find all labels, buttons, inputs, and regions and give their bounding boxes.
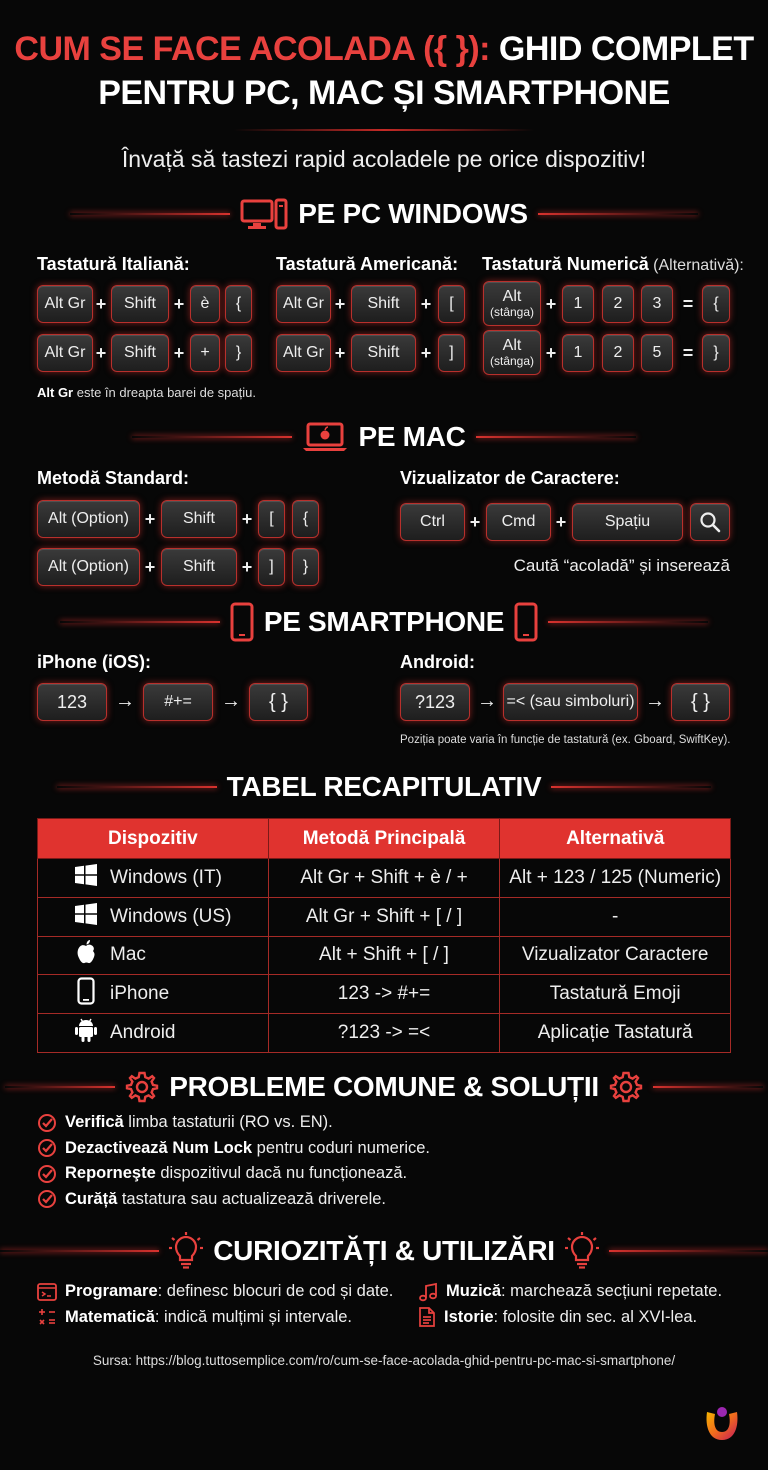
key-plus: + bbox=[190, 334, 220, 372]
heading-line-right bbox=[476, 436, 636, 438]
section-heading-smartphone bbox=[0, 602, 768, 642]
key-alt-label: Alt bbox=[502, 336, 522, 354]
main-method-cell: Alt Gr + Shift + è / + bbox=[268, 859, 500, 898]
check-circle-icon bbox=[37, 1189, 57, 1209]
summary-table bbox=[37, 818, 731, 1053]
key-altgr: Alt Gr bbox=[37, 285, 93, 323]
heading-line-left bbox=[60, 621, 220, 623]
arrow-right: → bbox=[115, 690, 135, 712]
key-alt-left bbox=[483, 281, 541, 326]
document-icon bbox=[418, 1307, 436, 1327]
plus-sign: + bbox=[334, 343, 346, 363]
list-item bbox=[37, 1187, 430, 1213]
item-text: : folosite din sec. al XVI-lea. bbox=[493, 1307, 698, 1326]
heading-text: PE PC WINDOWS bbox=[298, 198, 528, 229]
device-name: Mac bbox=[110, 944, 146, 966]
key-shift: Shift bbox=[161, 500, 237, 538]
section-heading-mac bbox=[0, 421, 768, 453]
key-alt-sublabel: (stânga) bbox=[489, 353, 535, 368]
key-symbols-android: =< (sau simboluri) bbox=[503, 683, 638, 721]
altgr-note-text: este în dreapta barei de spațiu. bbox=[73, 385, 256, 400]
key-open-bracket: [ bbox=[438, 285, 465, 323]
section-heading-trivia bbox=[0, 1232, 768, 1270]
item-text: pentru coduri numerice. bbox=[252, 1138, 431, 1157]
list-item bbox=[37, 1161, 430, 1187]
android-icon bbox=[72, 1017, 100, 1049]
plus-sign: + bbox=[555, 512, 567, 532]
key-close-brace: } bbox=[225, 334, 252, 372]
list-item bbox=[37, 1136, 430, 1162]
key-shift: Shift bbox=[351, 334, 416, 372]
key-close-bracket: ] bbox=[438, 334, 465, 372]
device-name: Android bbox=[110, 1022, 176, 1044]
table-row bbox=[38, 897, 731, 936]
smartphone-icon bbox=[514, 602, 538, 642]
title-red: CUM SE FACE ACOLADA ({ }): bbox=[14, 30, 490, 68]
heading-line-left bbox=[132, 436, 292, 438]
item-bold: Dezactivează Num Lock bbox=[65, 1138, 253, 1157]
heading-line-right bbox=[548, 621, 708, 623]
key-space: Spațiu bbox=[572, 503, 683, 541]
key-123: 123 bbox=[37, 683, 107, 721]
check-circle-icon bbox=[37, 1164, 57, 1184]
plus-sign: + bbox=[144, 509, 156, 529]
check-circle-icon bbox=[37, 1113, 57, 1133]
table-row bbox=[38, 859, 731, 898]
column-header: Dispozitiv bbox=[38, 819, 269, 859]
label-american-keyboard: Tastatură Americană: bbox=[276, 254, 459, 274]
code-window-icon bbox=[37, 1283, 57, 1301]
heading-line-right bbox=[551, 786, 711, 788]
arrow-right: → bbox=[477, 690, 497, 712]
heading-line-right bbox=[653, 1086, 763, 1088]
numeric-label-extra: (Alternativă): bbox=[648, 257, 744, 274]
subtitle: Învață să tastezi rapid acoladele pe orice dispozitiv! bbox=[121, 146, 647, 172]
key-shift: Shift bbox=[161, 548, 237, 586]
key-shift: Shift bbox=[111, 285, 169, 323]
alternative-cell: Alt + 123 / 125 (Numeric) bbox=[500, 859, 731, 898]
list-item bbox=[37, 1305, 393, 1331]
plus-sign: + bbox=[469, 512, 481, 532]
item-text: dispozitivul dacă nu funcționează. bbox=[155, 1164, 408, 1183]
key-digit: 3 bbox=[641, 285, 673, 323]
title-divider bbox=[234, 129, 534, 131]
heading-text: PE SMARTPHONE bbox=[263, 606, 505, 637]
key-e-grave: è bbox=[190, 285, 220, 323]
plus-sign: + bbox=[545, 343, 557, 363]
problems-list bbox=[37, 1110, 430, 1212]
main-method-cell: 123 -> #+= bbox=[268, 975, 500, 1014]
column-header: Metodă Principală bbox=[268, 819, 500, 859]
key-altgr: Alt Gr bbox=[276, 285, 331, 323]
key-digit: 1 bbox=[562, 334, 594, 372]
phone-icon bbox=[72, 977, 100, 1011]
item-text: : definesc blocuri de cod și date. bbox=[157, 1282, 394, 1301]
key-close-bracket: ] bbox=[258, 548, 285, 586]
check-circle-icon bbox=[37, 1138, 57, 1158]
list-item bbox=[418, 1279, 722, 1305]
label-android: Android: bbox=[400, 652, 475, 672]
plus-sign: + bbox=[173, 343, 185, 363]
item-text: limba tastaturii (RO vs. EN). bbox=[123, 1113, 333, 1132]
main-method-cell: Alt Gr + Shift + [ / ] bbox=[268, 897, 500, 936]
alternative-cell: - bbox=[500, 897, 731, 936]
device-cell bbox=[38, 936, 269, 975]
arrow-right: → bbox=[221, 690, 241, 712]
trivia-list-right bbox=[418, 1279, 722, 1330]
altgr-note-bold: Alt Gr bbox=[37, 385, 74, 400]
key-alt-left bbox=[483, 330, 541, 375]
heading-text: PROBLEME COMUNE & SOLUȚII bbox=[169, 1071, 599, 1102]
trivia-list-left bbox=[37, 1279, 393, 1330]
heading-text: CURIOZITĂȚI & UTILIZĂRI bbox=[213, 1235, 555, 1266]
item-bold: Reporneşte bbox=[65, 1164, 156, 1183]
gear-icon bbox=[609, 1070, 643, 1104]
device-cell bbox=[38, 975, 269, 1014]
label-italian-keyboard: Tastatură Italiană: bbox=[37, 254, 190, 274]
key-alt-sublabel: (stânga) bbox=[489, 304, 535, 319]
label-mac-standard: Metodă Standard: bbox=[37, 468, 190, 488]
item-bold: Istorie bbox=[444, 1307, 494, 1326]
table-header-row bbox=[38, 819, 731, 859]
section-heading-pc bbox=[0, 198, 768, 230]
equals-sign: = bbox=[682, 343, 694, 363]
key-close-brace: } bbox=[702, 334, 730, 372]
key-shift: Shift bbox=[351, 285, 416, 323]
table-row bbox=[38, 936, 731, 975]
key-123-symbols: ?123 bbox=[400, 683, 470, 721]
list-item bbox=[418, 1305, 722, 1331]
heading-line-left bbox=[57, 786, 217, 788]
key-ctrl: Ctrl bbox=[400, 503, 465, 541]
main-method-cell: Alt + Shift + [ / ] bbox=[268, 936, 500, 975]
plus-sign: + bbox=[334, 294, 346, 314]
source-link[interactable]: Sursa: https://blog.tuttosemplice.com/ro/cum-se-face-acolada-ghid-pentru-pc-mac-si-smartphone/ bbox=[92, 1353, 676, 1368]
page-title-line1 bbox=[0, 30, 768, 69]
label-ios: iPhone (iOS): bbox=[37, 652, 151, 672]
alternative-cell: Vizualizator Caractere bbox=[500, 936, 731, 975]
plus-sign: + bbox=[144, 557, 156, 577]
item-bold: Muzică bbox=[446, 1282, 502, 1301]
list-item bbox=[37, 1279, 393, 1305]
device-name: Windows (IT) bbox=[110, 866, 222, 888]
title-white: GHID COMPLET bbox=[489, 30, 754, 68]
key-altgr: Alt Gr bbox=[37, 334, 93, 372]
key-digit: 5 bbox=[641, 334, 673, 372]
key-open-brace: { bbox=[225, 285, 252, 323]
plus-sign: + bbox=[420, 343, 432, 363]
key-digit: 2 bbox=[602, 285, 634, 323]
alternative-cell: Tastatură Emoji bbox=[500, 975, 731, 1014]
item-bold: Programare bbox=[65, 1282, 158, 1301]
heading-text: TABEL RECAPITULATIV bbox=[226, 771, 542, 802]
key-digit: 2 bbox=[602, 334, 634, 372]
item-bold: Verifică bbox=[65, 1113, 124, 1132]
item-text: : marchează secțiuni repetate. bbox=[501, 1282, 723, 1301]
apple-icon bbox=[72, 939, 100, 971]
key-open-brace: { bbox=[292, 500, 319, 538]
key-open-bracket: [ bbox=[258, 500, 285, 538]
column-header: Alternativă bbox=[500, 819, 731, 859]
key-cmd: Cmd bbox=[486, 503, 551, 541]
heading-line-left bbox=[5, 1086, 115, 1088]
key-shift: Shift bbox=[111, 334, 169, 372]
brand-logo-icon bbox=[703, 1404, 741, 1444]
android-note: Poziția poate varia în funcție de tastatură (ex. Gboard, SwiftKey). bbox=[400, 734, 731, 746]
plus-sign: + bbox=[241, 557, 253, 577]
key-alt-option: Alt (Option) bbox=[37, 548, 140, 586]
device-cell bbox=[38, 859, 269, 898]
key-braces: { } bbox=[249, 683, 308, 721]
main-method-cell: ?123 -> =< bbox=[268, 1014, 500, 1053]
windows-icon bbox=[72, 863, 100, 893]
item-bold: Matematică bbox=[65, 1307, 155, 1326]
smartphone-icon bbox=[230, 602, 254, 642]
heading-line-right bbox=[609, 1250, 768, 1252]
alternative-cell: Aplicație Tastatură bbox=[500, 1014, 731, 1053]
search-icon bbox=[699, 511, 721, 533]
lightbulb-icon bbox=[565, 1232, 599, 1270]
lightbulb-icon bbox=[169, 1232, 203, 1270]
item-text: : indică mulțimi și intervale. bbox=[154, 1307, 353, 1326]
gear-icon bbox=[125, 1070, 159, 1104]
key-search bbox=[690, 503, 730, 541]
label-character-viewer: Vizualizator de Caractere: bbox=[400, 468, 620, 488]
equals-sign: = bbox=[682, 294, 694, 314]
key-alt-label: Alt bbox=[502, 287, 522, 305]
heading-line-left bbox=[0, 1250, 159, 1252]
device-cell bbox=[38, 897, 269, 936]
desktop-computer-icon bbox=[240, 198, 288, 230]
plus-sign: + bbox=[95, 294, 107, 314]
numeric-label-main: Tastatură Numerică bbox=[482, 254, 649, 274]
item-text: tastatura sau actualizează driverele. bbox=[117, 1189, 386, 1208]
plus-sign: + bbox=[545, 294, 557, 314]
item-bold: Curăță bbox=[65, 1189, 118, 1208]
key-braces: { } bbox=[671, 683, 730, 721]
heading-line-right bbox=[538, 213, 698, 215]
table-row bbox=[38, 1014, 731, 1053]
plus-sign: + bbox=[95, 343, 107, 363]
heading-line-left bbox=[70, 213, 230, 215]
altgr-note bbox=[37, 385, 256, 400]
section-heading-problems bbox=[0, 1070, 768, 1104]
device-name: Windows (US) bbox=[110, 905, 232, 927]
music-note-icon bbox=[418, 1282, 438, 1302]
list-item bbox=[37, 1110, 430, 1136]
device-name: iPhone bbox=[110, 983, 170, 1005]
page-title-line2: PENTRU PC, MAC ȘI SMARTPHONE bbox=[98, 74, 670, 112]
plus-sign: + bbox=[420, 294, 432, 314]
plus-sign: + bbox=[173, 294, 185, 314]
key-symbols: #+= bbox=[143, 683, 213, 721]
arrow-right: → bbox=[645, 690, 665, 712]
key-altgr: Alt Gr bbox=[276, 334, 331, 372]
key-alt-option: Alt (Option) bbox=[37, 500, 140, 538]
plus-sign: + bbox=[241, 509, 253, 529]
windows-icon bbox=[72, 902, 100, 932]
math-symbols-icon bbox=[37, 1307, 57, 1327]
device-cell bbox=[38, 1014, 269, 1053]
label-numeric-keyboard bbox=[482, 254, 744, 275]
key-close-brace: } bbox=[292, 548, 319, 586]
key-open-brace: { bbox=[702, 285, 730, 323]
key-digit: 1 bbox=[562, 285, 594, 323]
heading-text: PE MAC bbox=[358, 421, 466, 452]
character-viewer-note: Caută “acoladă” și inserează bbox=[513, 556, 730, 575]
section-heading-summary bbox=[0, 771, 768, 803]
table-row bbox=[38, 975, 731, 1014]
laptop-apple-icon bbox=[302, 421, 348, 453]
